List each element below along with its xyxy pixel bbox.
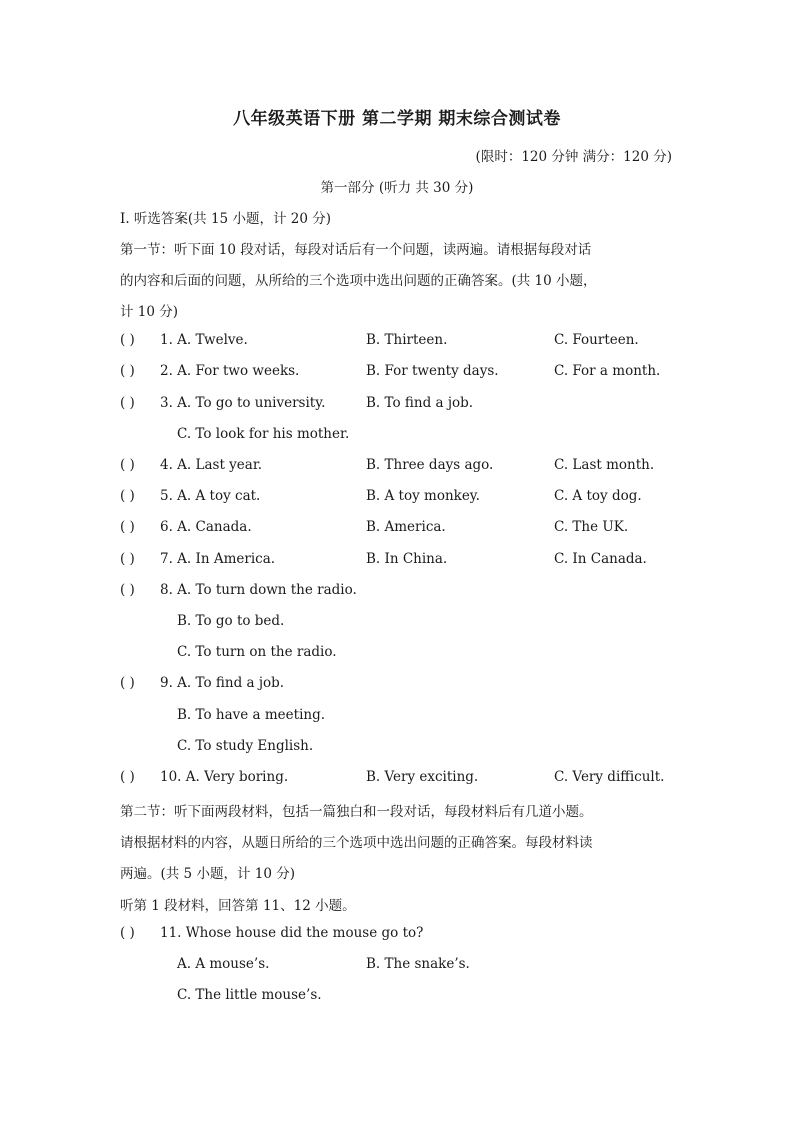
option-a: 9. A. To find a job.	[160, 675, 285, 691]
question-stem: 11. Whose house did the mouse go to?	[160, 925, 424, 941]
answer-blank[interactable]: ( )	[120, 769, 135, 785]
answer-blank[interactable]: ( )	[120, 457, 135, 473]
option-c: C. Very difficult.	[554, 769, 665, 785]
option-b: B. For twenty days.	[366, 363, 499, 379]
part-heading: 第一部分 (听力 共 30 分)	[320, 180, 474, 196]
answer-blank[interactable]: ( )	[120, 488, 135, 504]
option-a: 8. A. To turn down the radio.	[160, 582, 357, 598]
question-3	[120, 395, 680, 415]
section1-instruction-line1: 第一节：听下面 10 段对话，每段对话后有一个问题，读两遍。请根据每段对话	[120, 242, 592, 258]
option-a: 4. A. Last year.	[160, 457, 263, 473]
question-8-option-b: B. To go to bed.	[177, 613, 285, 629]
question-10	[120, 769, 680, 789]
question-9-option-b: B. To have a meeting.	[177, 707, 326, 723]
option-c: C. Fourteen.	[554, 332, 639, 348]
question-9-option-c: C. To study English.	[177, 738, 314, 754]
answer-blank[interactable]: ( )	[120, 395, 135, 411]
question-3-option-c: C. To look for his mother.	[177, 426, 350, 442]
section2-instruction-line3: 两遍。(共 5 小题，计 10 分)	[120, 866, 295, 882]
option-c: C. The UK.	[554, 519, 629, 535]
question-8	[120, 582, 680, 602]
question-9	[120, 675, 680, 695]
option-c: C. A toy dog.	[554, 488, 642, 504]
question-11	[120, 925, 680, 945]
option-a: 2. A. For two weeks.	[160, 363, 300, 379]
option-b: B. Thirteen.	[366, 332, 448, 348]
option-c: C. Last month.	[554, 457, 655, 473]
question-7	[120, 551, 680, 571]
section1-instruction-line3: 计 10 分)	[120, 304, 179, 320]
question-6	[120, 519, 680, 539]
option-a: 10. A. Very boring.	[160, 769, 289, 785]
time-score-limit: (限时：120 分钟 满分：120 分)	[475, 149, 672, 165]
question-2	[120, 363, 680, 383]
option-b: B. Three days ago.	[366, 457, 494, 473]
option-c: C. For a month.	[554, 363, 661, 379]
option-b: B. To find a job.	[366, 395, 474, 411]
answer-blank[interactable]: ( )	[120, 675, 135, 691]
answer-blank[interactable]: ( )	[120, 363, 135, 379]
question-4	[120, 457, 680, 477]
option-b: B. In China.	[366, 551, 448, 567]
answer-blank[interactable]: ( )	[120, 582, 135, 598]
option-a: 7. A. In America.	[160, 551, 276, 567]
question-11-option-c: C. The little mouse’s.	[177, 987, 322, 1003]
section2-instruction-line1: 第二节：听下面两段材料，包括一篇独白和一段对话，每段材料后有几道小题。	[120, 804, 593, 820]
question-11-option-b: B. The snake’s.	[366, 956, 470, 972]
option-a: 6. A. Canada.	[160, 519, 252, 535]
section2-instruction-line2: 请根据材料的内容，从题日所给的三个选项中选出问题的正确答案。每段材料读	[120, 835, 593, 851]
answer-blank[interactable]: ( )	[120, 925, 135, 941]
option-b: B. Very exciting.	[366, 769, 479, 785]
answer-blank[interactable]: ( )	[120, 519, 135, 535]
material-1-heading: 听第 1 段材料，回答第 11、12 小题。	[120, 898, 356, 914]
section1-instruction-line2: 的内容和后面的问题，从所给的三个选项中选出问题的正确答案。(共 10 小题，	[120, 273, 597, 289]
section-heading: I. 听选答案(共 15 小题，计 20 分)	[120, 211, 331, 227]
option-b: B. America.	[366, 519, 446, 535]
question-5	[120, 488, 680, 508]
option-a: 1. A. Twelve.	[160, 332, 248, 348]
question-8-option-c: C. To turn on the radio.	[177, 644, 337, 660]
answer-blank[interactable]: ( )	[120, 551, 135, 567]
question-11-option-a: A. A mouse’s.	[177, 956, 270, 972]
option-b: B. A toy monkey.	[366, 488, 480, 504]
question-1	[120, 332, 680, 352]
option-a: 5. A. A toy cat.	[160, 488, 261, 504]
page-title: 八年级英语下册 第二学期 期末综合测试卷	[233, 109, 561, 129]
option-a: 3. A. To go to university.	[160, 395, 326, 411]
answer-blank[interactable]: ( )	[120, 332, 135, 348]
option-c: C. In Canada.	[554, 551, 647, 567]
